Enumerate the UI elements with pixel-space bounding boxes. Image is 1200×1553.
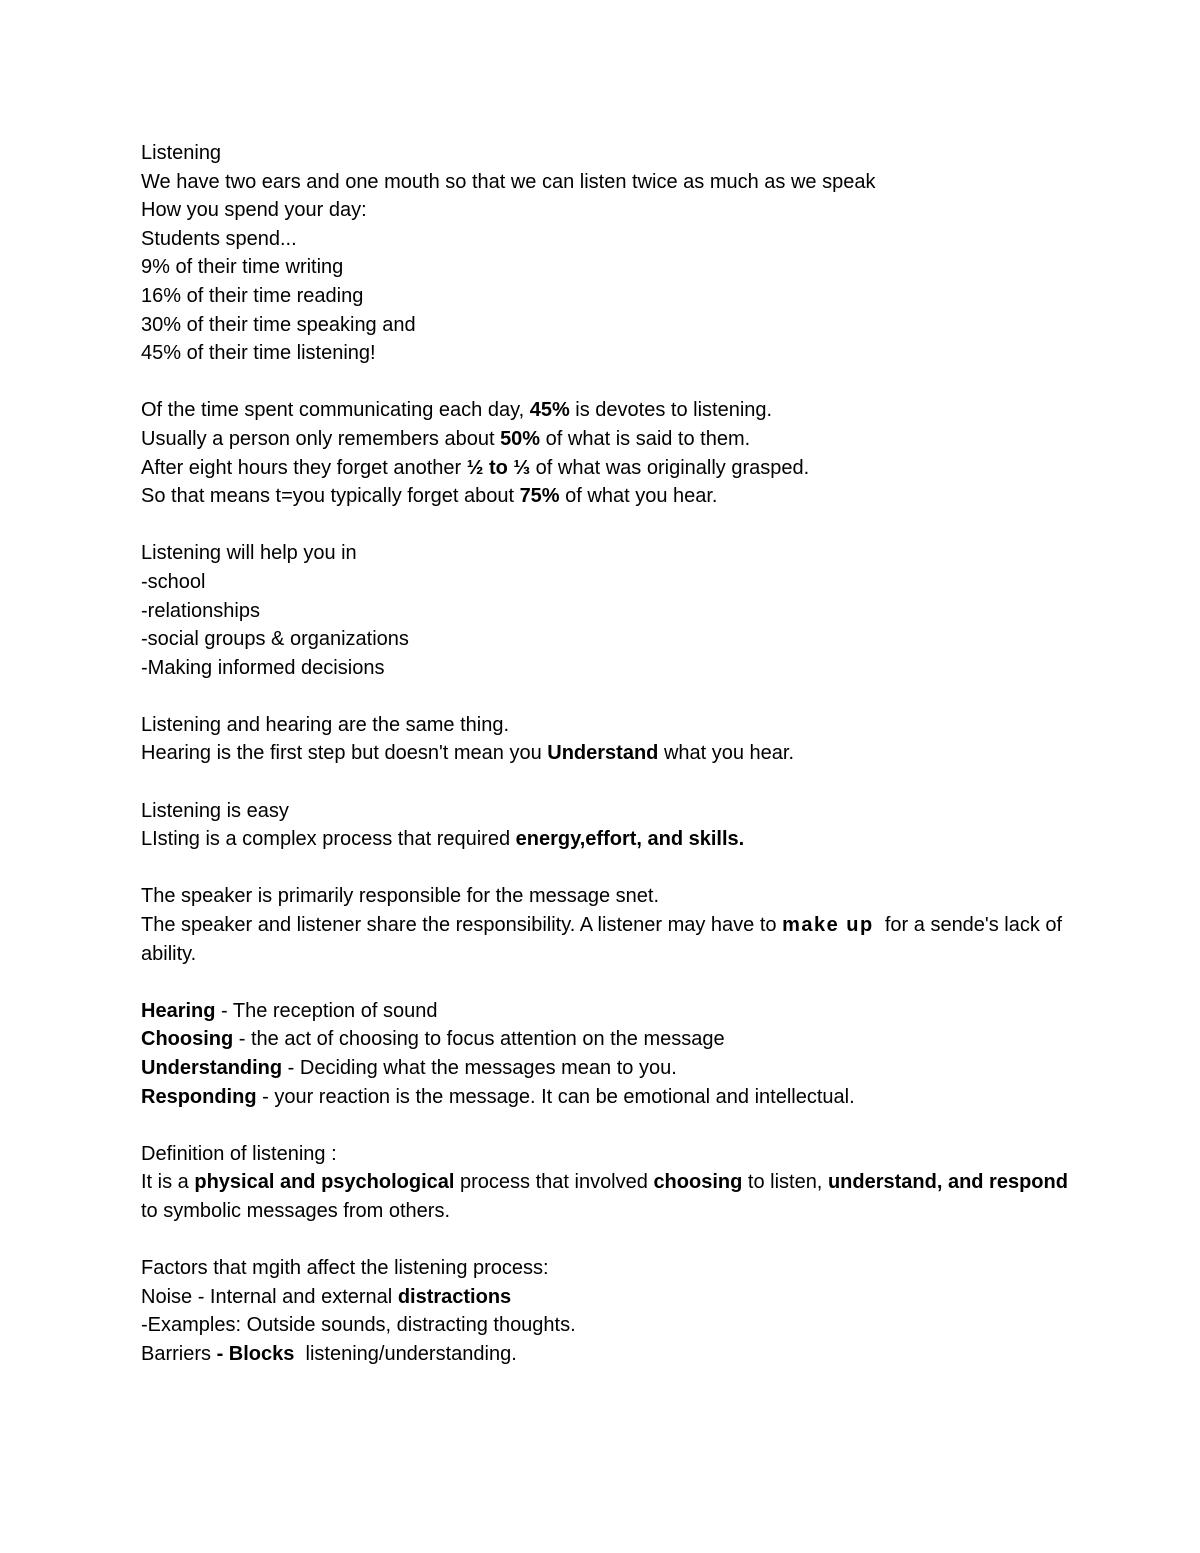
- help-item: -school: [141, 570, 206, 593]
- intro-line: We have two ears and one mouth so that we can listen twice as much as we speak: [141, 170, 876, 193]
- myth-line: Listening and hearing are the same thing.: [141, 713, 510, 736]
- spacer: [141, 1111, 1070, 1140]
- time-item: 30% of their time speaking and: [141, 313, 416, 336]
- step-line: Choosing - the act of choosing to focus attention on the message: [141, 1028, 725, 1051]
- step-term: Responding: [141, 1085, 257, 1108]
- stat-value: 50%: [500, 427, 541, 450]
- step-line: Responding - your reaction is the message. It can be emotional and intellectual.: [141, 1085, 855, 1108]
- spacer: [141, 768, 1070, 797]
- step-term: Hearing: [141, 999, 216, 1022]
- definition-heading: Definition of listening :: [141, 1142, 337, 1165]
- stat-value: 45%: [529, 399, 570, 422]
- spacer: [141, 368, 1070, 397]
- fact-line: The speaker and listener share the responsibility. A listener may have to make up for a sende's lack of ability.: [141, 914, 1068, 965]
- stat-line: Usually a person only remembers about 50% of what is said to them.: [141, 427, 751, 450]
- stat-line: Of the time spent communicating each day, 45% is devotes to listening.: [141, 399, 773, 422]
- spacer: [141, 854, 1070, 883]
- stat-line: After eight hours they forget another ½ to ⅓ of what was originally grasped.: [141, 456, 810, 479]
- spacer: [141, 511, 1070, 540]
- myth-line: Listening is easy: [141, 799, 289, 822]
- examples-line: -Examples: Outside sounds, distracting thoughts.: [141, 1314, 576, 1337]
- stat-value: ½ to ⅓: [466, 456, 531, 479]
- step-line: Understanding - Deciding what the messages mean to you.: [141, 1057, 677, 1079]
- help-heading: Listening will help you in: [141, 542, 357, 565]
- step-term: Choosing: [141, 1028, 234, 1051]
- fact-line: LIsting is a complex process that required energy,effort, and skills.: [141, 828, 745, 851]
- noise-line: Noise - Internal and external distractions: [141, 1285, 512, 1308]
- doc-title: Listening: [141, 142, 222, 164]
- students-line: Students spend...: [141, 227, 297, 250]
- stat-value: 75%: [519, 485, 560, 508]
- spacer: [141, 682, 1070, 711]
- day-heading: How you spend your day:: [141, 199, 367, 222]
- stat-line: So that means t=you typically forget about 75% of what you hear.: [141, 485, 718, 508]
- help-item: -relationships: [141, 599, 260, 622]
- factors-heading: Factors that mgith affect the listening process:: [141, 1257, 549, 1280]
- time-item: 9% of their time writing: [141, 256, 344, 279]
- time-item: 45% of their time listening!: [141, 342, 376, 365]
- definition-body: It is a physical and psychological process that involved choosing to listen, understand, and respond to symbolic messages from others.: [141, 1171, 1074, 1222]
- help-item: -social groups & organizations: [141, 628, 409, 651]
- step-term: Understanding: [141, 1057, 283, 1079]
- step-line: Hearing - The reception of sound: [141, 999, 438, 1022]
- barriers-line: Barriers - Blocks listening/understanding.: [141, 1342, 517, 1365]
- help-item: -Making informed decisions: [141, 656, 385, 679]
- spacer: [141, 1226, 1070, 1255]
- spacer: [141, 968, 1070, 997]
- time-item: 16% of their time reading: [141, 284, 364, 307]
- myth-line: The speaker is primarily responsible for the message snet.: [141, 885, 660, 908]
- fact-line: Hearing is the first step but doesn't mean you Understand what you hear.: [141, 742, 795, 765]
